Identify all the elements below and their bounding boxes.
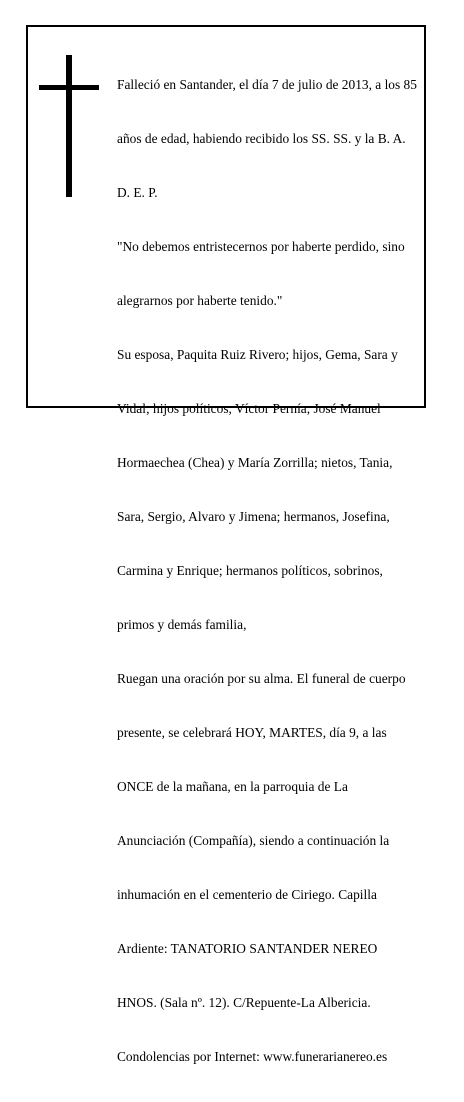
notice-line: "No debemos entristecernos por haberte perdido, sino bbox=[117, 239, 405, 254]
notice-line: Su esposa, Paquita Ruiz Rivero; hijos, Gema, Sara y bbox=[117, 347, 398, 362]
cross-horizontal-bar bbox=[39, 85, 99, 90]
cross-vertical-bar bbox=[66, 55, 72, 197]
notice-line: HNOS. (Sala nº. 12). C/Repuente-La Albericia. bbox=[117, 995, 371, 1010]
notice-line: Anunciación (Compañía), siendo a continuación la bbox=[117, 833, 390, 848]
notice-line: Ardiente: TANATORIO SANTANDER NEREO bbox=[117, 941, 378, 956]
notice-body bbox=[117, 40, 423, 1102]
notice-line: Ruegan una oración por su alma. El funeral de cuerpo bbox=[117, 671, 406, 686]
notice-line: Sara, Sergio, Alvaro y Jimena; hermanos, Josefina, bbox=[117, 509, 390, 524]
notice-line: alegrarnos por haberte tenido." bbox=[117, 293, 283, 308]
notice-line: años de edad, habiendo recibido los SS. SS. y la B. A. bbox=[117, 131, 406, 146]
notice-line: D. E. P. bbox=[117, 185, 158, 200]
notice-line: inhumación en el cementerio de Ciriego. Capilla bbox=[117, 887, 377, 902]
notice-line: ONCE de la mañana, en la parroquia de La bbox=[117, 779, 348, 794]
notice-line: Carmina y Enrique; hermanos políticos, sobrinos, bbox=[117, 563, 383, 578]
notice-line: presente, se celebrará HOY, MARTES, día 9, a las bbox=[117, 725, 387, 740]
notice-line: Hormaechea (Chea) y María Zorrilla; nietos, Tania, bbox=[117, 455, 393, 470]
notice-line: primos y demás familia, bbox=[117, 617, 247, 632]
notice-line: Vidal; hijos políticos, Víctor Pernía, José Manuel bbox=[117, 401, 381, 416]
notice-line: Falleció en Santander, el día 7 de julio de 2013, a los 85 bbox=[117, 77, 417, 92]
notice-line: Condolencias por Internet: www.funerarianereo.es bbox=[117, 1049, 388, 1064]
obituary-notice bbox=[26, 25, 426, 1064]
latin-cross-icon bbox=[39, 55, 99, 197]
